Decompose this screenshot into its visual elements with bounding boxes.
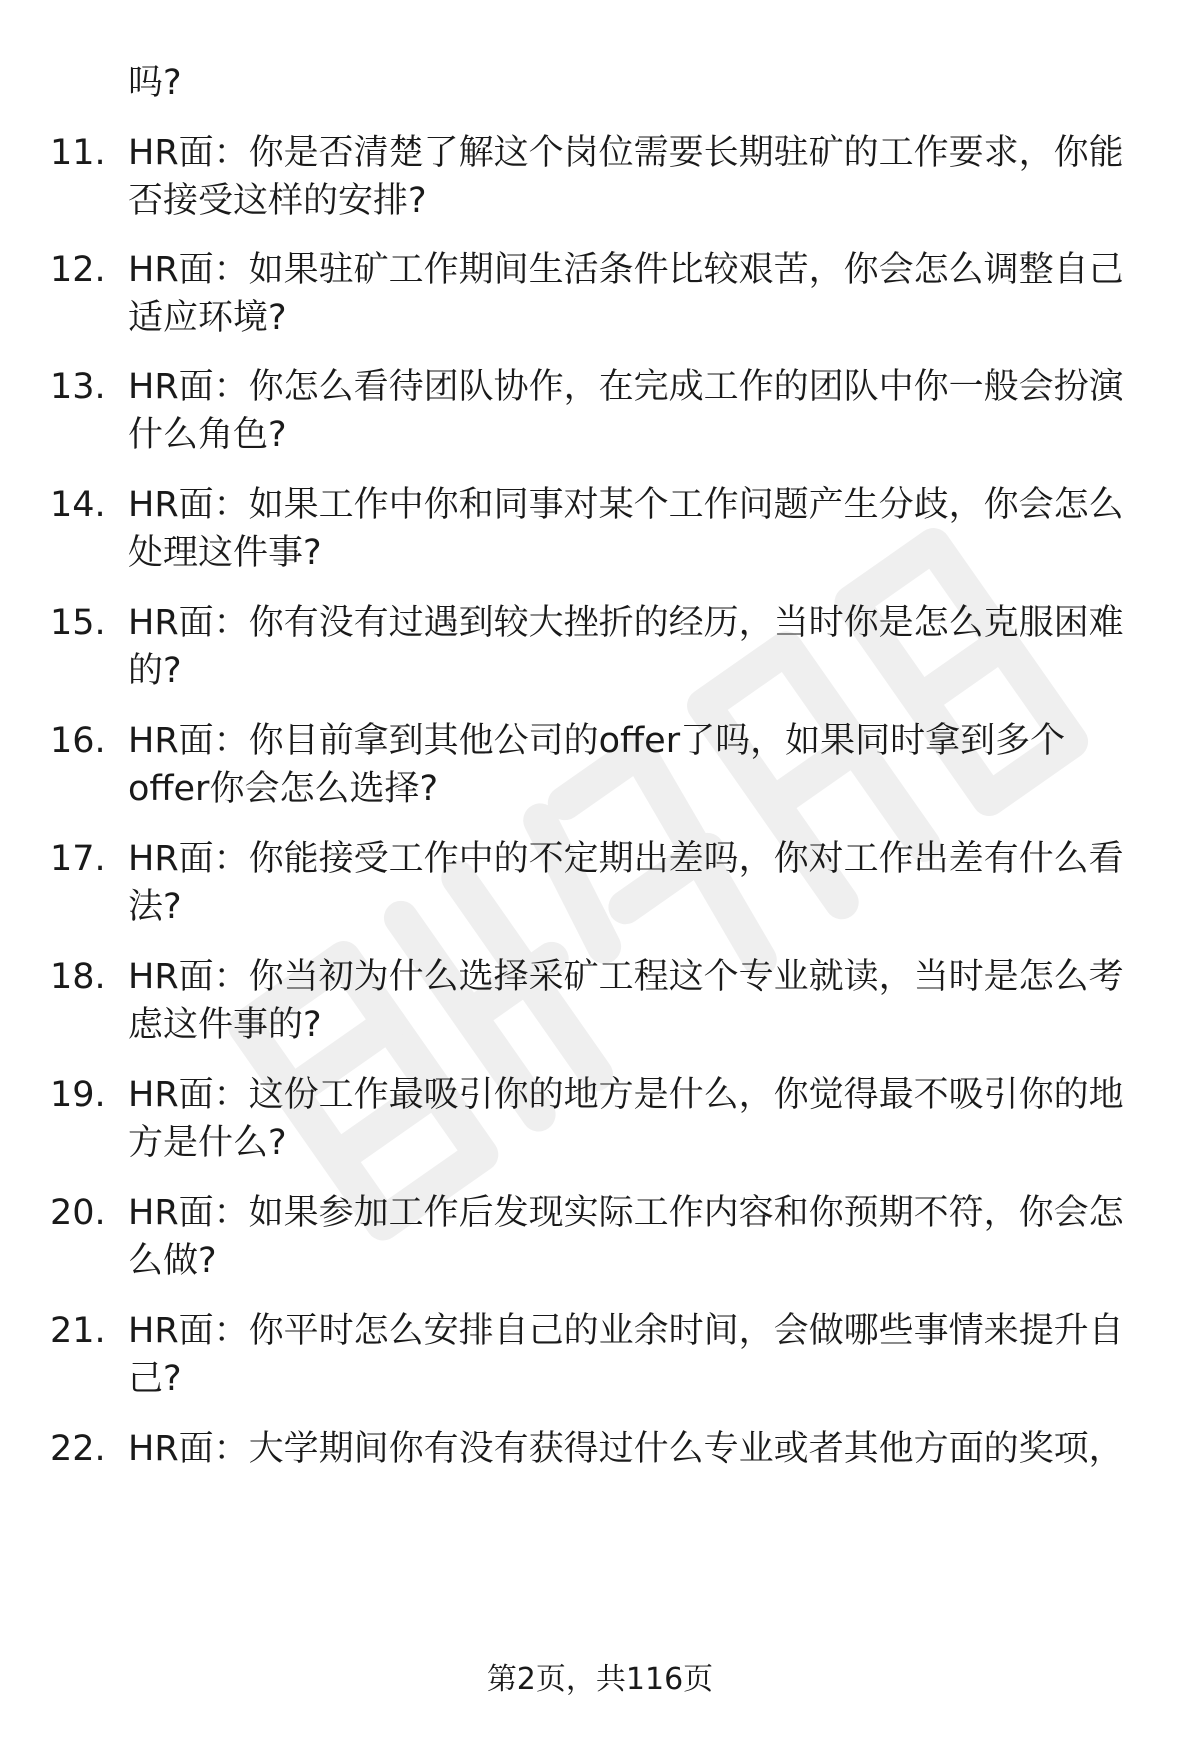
item-text-line: 虑这件事的? — [128, 1005, 322, 1045]
item-text-line: HR面：你当初为什么选择采矿工程这个专业就读，当时是怎么考 — [128, 957, 1124, 997]
item-text-line: 否接受这样的安排? — [128, 181, 427, 221]
list-item — [0, 128, 1200, 238]
carryover-text: 吗? — [128, 63, 182, 103]
item-text-line: 方是什么? — [128, 1123, 287, 1163]
item-text-line: HR面：你是否清楚了解这个岗位需要长期驻矿的工作要求，你能 — [128, 133, 1124, 173]
item-text-line: 己? — [128, 1359, 182, 1399]
list-item — [0, 716, 1200, 826]
item-text-line: 处理这件事? — [128, 533, 322, 573]
list-item — [0, 834, 1200, 944]
list-item — [0, 1424, 1200, 1534]
item-text-line: HR面：你平时怎么安排自己的业余时间，会做哪些事情来提升自 — [128, 1311, 1124, 1351]
list-item — [0, 1306, 1200, 1416]
item-number: 13. — [50, 367, 106, 407]
item-text-line: HR面：你能接受工作中的不定期出差吗，你对工作出差有什么看 — [128, 839, 1124, 879]
item-number: 14. — [50, 485, 106, 525]
item-number: 22. — [50, 1429, 106, 1469]
item-number: 11. — [50, 133, 106, 173]
item-number: 16. — [50, 721, 106, 761]
list-item — [0, 1070, 1200, 1180]
list-item — [0, 598, 1200, 708]
item-text-line: 什么角色? — [128, 415, 287, 455]
list-item — [0, 480, 1200, 590]
item-text-line: 法? — [128, 887, 182, 927]
list-item — [0, 362, 1200, 472]
item-text-line: HR面：你目前拿到其他公司的offer了吗，如果同时拿到多个 — [128, 721, 1066, 761]
item-number: 12. — [50, 250, 106, 290]
item-text-line: HR面：这份工作最吸引你的地方是什么，你觉得最不吸引你的地 — [128, 1075, 1124, 1115]
item-number: 15. — [50, 603, 106, 643]
item-text-line: HR面：你有没有过遇到较大挫折的经历，当时你是怎么克服困难 — [128, 603, 1124, 643]
list-item — [0, 245, 1200, 355]
item-text-line: HR面：你怎么看待团队协作，在完成工作的团队中你一般会扮演 — [128, 367, 1124, 407]
item-text-line: HR面：如果驻矿工作期间生活条件比较艰苦，你会怎么调整自己 — [128, 250, 1124, 290]
item-number: 19. — [50, 1075, 106, 1115]
item-text-line: 适应环境? — [128, 298, 287, 338]
item-text-line: offer你会怎么选择? — [128, 769, 439, 809]
list-item — [0, 1188, 1200, 1298]
item-text-line: HR面：大学期间你有没有获得过什么专业或者其他方面的奖项， — [128, 1429, 1124, 1469]
item-text-line: 的? — [128, 651, 182, 691]
item-number: 20. — [50, 1193, 106, 1233]
list-item — [0, 952, 1200, 1062]
page-footer: 第2页，共116页 — [486, 1662, 714, 1697]
item-text-line: 么做? — [128, 1241, 217, 1281]
item-text-line: HR面：如果工作中你和同事对某个工作问题产生分歧，你会怎么 — [128, 485, 1124, 525]
item-text-line: HR面：如果参加工作后发现实际工作内容和你预期不符，你会怎 — [128, 1193, 1124, 1233]
item-number: 18. — [50, 957, 106, 997]
item-number: 17. — [50, 839, 106, 879]
item-number: 21. — [50, 1311, 106, 1351]
